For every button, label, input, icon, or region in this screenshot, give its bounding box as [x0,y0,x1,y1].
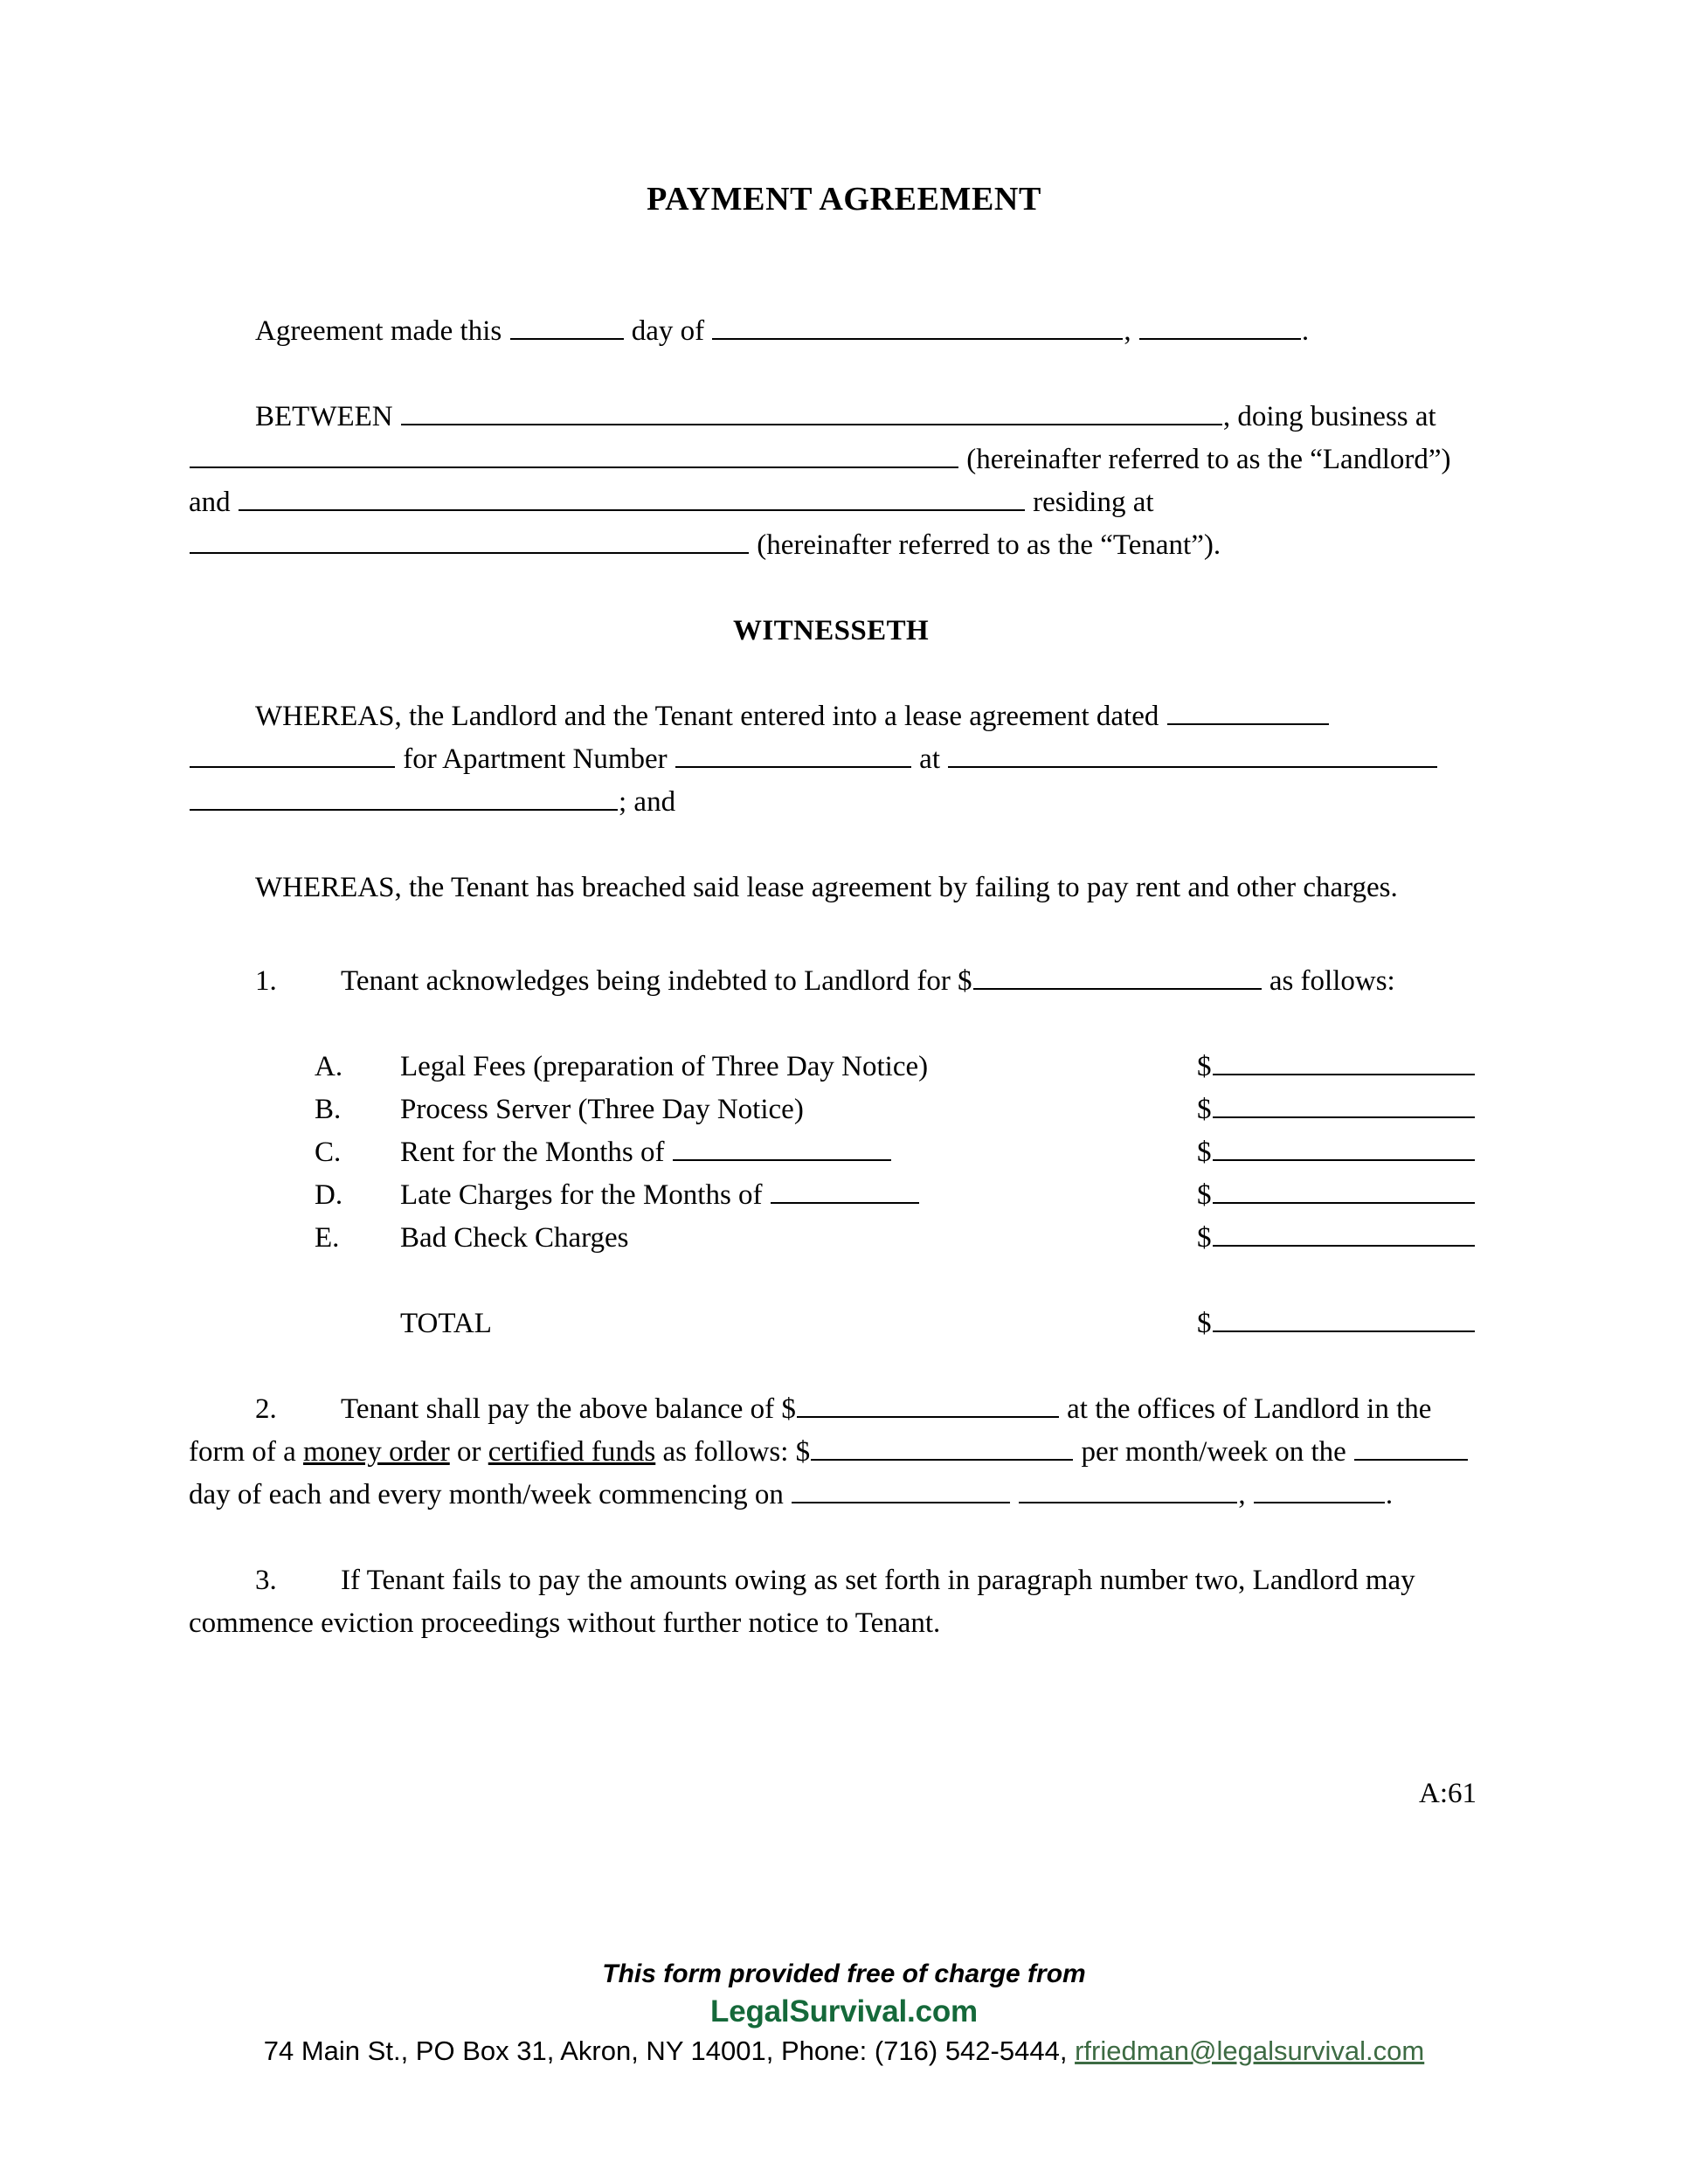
commencing-day-blank[interactable] [1019,1476,1237,1503]
balance-amount-blank[interactable] [797,1390,1059,1418]
clause-one-number: 1. [255,965,277,997]
business-at-label: business at [1310,401,1436,432]
charges-total-row [315,1303,1477,1345]
landlord-designation-text: to as the “Landlord”) and [189,444,1451,518]
witnesseth-heading: WITNESSETH [732,615,930,646]
charge-amount-blank[interactable] [1213,1176,1475,1204]
spacer [189,909,1473,960]
month-blank[interactable] [712,312,1123,340]
charge-description-text: Bad Check Charges [400,1222,629,1254]
day-blank[interactable] [510,312,624,340]
clause-two-comma: , [1238,1479,1246,1510]
residing-at-label: residing at [1033,487,1154,518]
charge-letter: A. [315,1051,343,1082]
clause-three-paragraph [189,1559,1473,1645]
landlord-address-blank[interactable] [190,440,958,468]
charge-row [315,1131,1477,1174]
charge-row [315,1089,1477,1131]
installment-amount-blank[interactable] [811,1433,1073,1461]
charge-letter: B. [315,1094,342,1125]
currency-symbol: $ [1197,1137,1212,1168]
clause-one-text-b: as follows: [1269,965,1395,997]
apartment-number-label: for Apartment Number [403,743,668,775]
charge-amount [1197,1217,1477,1260]
charge-letter: E. [315,1222,340,1254]
charge-amount-blank[interactable] [1213,1133,1475,1161]
clause-three-text: If Tenant fails to pay the amounts owing as set forth in paragraph number two, Landlord may commence eviction proceedings without further notice to Tenant. [189,1565,1415,1639]
clause-one-paragraph [189,960,1473,1003]
recital-and-text: ; and [619,786,676,818]
currency-symbol: $ [1197,1051,1212,1082]
tenant-name-blank[interactable] [239,483,1025,511]
charge-row [315,1217,1477,1260]
total-indebted-blank[interactable] [973,962,1262,990]
spacer [189,1003,1473,1046]
clause-two-text-d: as follows: $ [662,1436,811,1468]
charge-description [400,1046,1197,1089]
charge-amount-blank[interactable] [1213,1219,1475,1247]
charge-description [400,1217,1197,1260]
agreement-date-line [189,310,1473,353]
charge-description [400,1131,1197,1174]
certified-funds-term: certified funds [488,1436,656,1468]
charge-description [400,1174,1197,1217]
charge-amount [1197,1089,1477,1131]
lease-date-blank[interactable] [1167,697,1329,725]
date-comma: , [1124,315,1131,347]
page-title: PAYMENT AGREEMENT [647,181,1041,218]
footer-contact [0,2032,1688,2070]
clause-two-text-f: day of each and every month/week commencing on [189,1479,784,1510]
spacer [189,567,1473,610]
charge-amount [1197,1131,1477,1174]
currency-symbol: $ [1197,1308,1212,1339]
total-label: TOTAL [400,1308,492,1339]
parties-paragraph [189,396,1473,567]
clause-two-text-a: Tenant shall pay the above balance of $ [341,1393,796,1425]
total-amount-blank[interactable] [1213,1304,1475,1332]
day-of-text: day of [631,315,705,347]
currency-symbol: $ [1197,1094,1212,1125]
rent-months-blank[interactable] [673,1133,891,1161]
clause-two-paragraph [189,1388,1473,1517]
charge-amount-blank[interactable] [1213,1047,1475,1075]
money-order-term: money order [303,1436,450,1468]
spacer [189,1517,1473,1559]
payment-day-blank[interactable] [1354,1433,1468,1461]
clause-two-text-c: or [457,1436,481,1468]
charges-list [315,1046,1477,1345]
hereinafter-tenant-text: (hereinafter referred to as the [757,529,1094,561]
document-body [189,310,1473,1645]
clause-one-text-a: Tenant acknowledges being indebted to Landlord for $ [341,965,972,997]
property-address-blank[interactable] [948,740,1437,768]
total-amount [1197,1303,1477,1345]
clause-two-text-e: per month/week on the [1081,1436,1346,1468]
clause-two-number: 2. [255,1393,277,1425]
charge-row [315,1046,1477,1089]
hereinafter-landlord-text: (hereinafter referred [966,444,1200,475]
tenant-address-blank[interactable] [190,526,749,554]
footer-brand: LegalSurvival.com [710,1994,978,2028]
currency-symbol: $ [1197,1179,1212,1211]
spacer [189,353,1473,396]
recital-lease-text: WHEREAS, the Landlord and the Tenant entered into a lease agreement dated [255,701,1159,732]
late-charge-months-blank[interactable] [771,1176,919,1204]
charge-amount [1197,1174,1477,1217]
spacer [315,1260,1477,1303]
charge-description [400,1089,1197,1131]
landlord-name-blank[interactable] [401,397,1222,425]
lease-date-blank-2[interactable] [190,740,395,768]
charge-letter: C. [315,1137,342,1168]
charge-description-text: Rent for the Months of [400,1137,665,1168]
spacer [189,653,1473,695]
charge-description-text: Late Charges for the Months of [400,1179,763,1211]
apartment-number-blank[interactable] [675,740,911,768]
charge-description-text: Legal Fees (preparation of Three Day Notice) [400,1051,929,1082]
footer-email-link[interactable]: rfriedman@legalsurvival.com [1075,2035,1425,2066]
charge-row [315,1174,1477,1217]
recital-breach-paragraph: WHEREAS, the Tenant has breached said lease agreement by failing to pay rent and other charges. [255,872,1398,903]
charge-letter: D. [315,1179,343,1211]
agreement-made-text: Agreement made this [255,315,502,347]
date-period: . [1301,315,1310,347]
at-label: at [919,743,940,775]
charge-amount-blank[interactable] [1213,1090,1475,1118]
year-blank[interactable] [1139,312,1301,340]
commencing-month-blank[interactable] [792,1476,1010,1503]
charge-amount [1197,1046,1477,1089]
commencing-year-blank[interactable] [1254,1476,1385,1503]
currency-symbol: $ [1197,1222,1212,1254]
clause-two-period: . [1385,1479,1394,1510]
form-code: A:61 [1419,1778,1477,1809]
tenant-designation-text: “Tenant”). [1100,529,1221,561]
spacer [189,1345,1473,1388]
spacer [189,824,1473,867]
page-footer [0,1957,1688,2070]
clause-three-number: 3. [255,1565,277,1596]
footer-tagline: This form provided free of charge from [602,1959,1086,1988]
recital-lease-paragraph [189,695,1473,824]
between-label: BETWEEN [255,401,393,432]
doing-business-text: , doing [1222,401,1304,432]
property-address-blank-2[interactable] [190,783,618,811]
footer-address: 74 Main St., PO Box 31, Akron, NY 14001, Phone: (716) 542-5444, [263,2035,1068,2066]
clause-two-text-b: at the offices of Landlord in the form of a [189,1393,1432,1468]
charge-description-text: Process Server (Three Day Notice) [400,1094,804,1125]
